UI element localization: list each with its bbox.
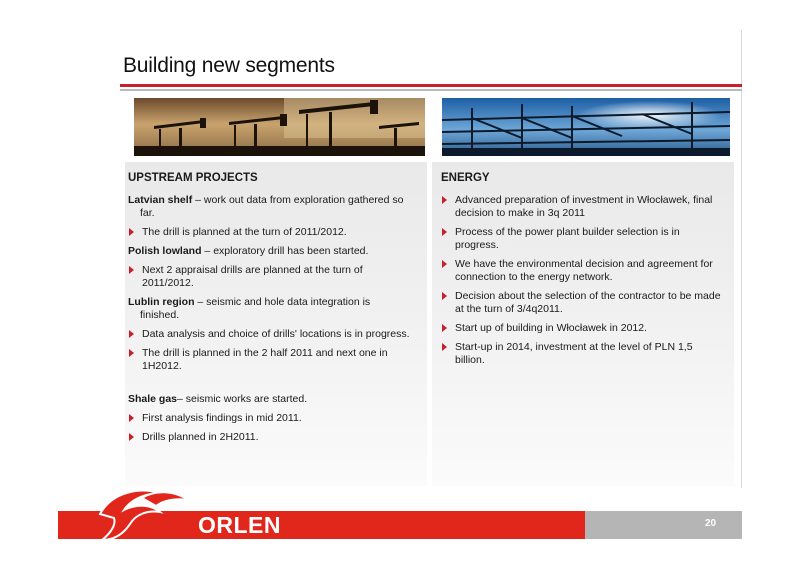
bullet-text: Drills planned in 2H2011.	[142, 431, 259, 443]
bullet-item	[441, 290, 721, 316]
triangle-bullet-icon	[442, 196, 447, 204]
triangle-bullet-icon	[442, 324, 447, 332]
right-margin-rule	[741, 30, 742, 488]
bullet-text: The drill is planned at the turn of 2011/2012.	[142, 226, 347, 238]
topic-lead: Shale gas	[128, 393, 178, 405]
energy-content	[441, 172, 721, 373]
upstream-heading: UPSTREAM PROJECTS	[128, 172, 258, 184]
topic-text: – work out data from exploration gathered so far.	[140, 194, 404, 219]
bullet-text: Advanced preparation of investment in Włocławek, final decision to make in 3q 2011	[455, 194, 713, 219]
bullet-item	[441, 341, 721, 367]
page-title: Building new segments	[123, 54, 335, 77]
triangle-bullet-icon	[129, 414, 134, 422]
topic-lead: Latvian shelf	[128, 194, 193, 206]
energy-list	[441, 194, 721, 367]
page-number: 20	[705, 518, 717, 529]
triangle-bullet-icon	[442, 228, 447, 236]
bullet-item	[441, 258, 721, 284]
bullet-text: First analysis findings in mid 2011.	[142, 412, 302, 424]
bullet-text: Start up of building in Włocławek in 2012.	[455, 322, 648, 334]
triangle-bullet-icon	[442, 292, 447, 300]
upstream-list	[128, 194, 412, 444]
topic-text: – exploratory drill has been started.	[201, 245, 369, 257]
triangle-bullet-icon	[129, 266, 134, 274]
power-substation-photo	[442, 98, 730, 156]
bullet-text: Data analysis and choice of drills' locations is in progress.	[142, 328, 410, 340]
bullet-item	[441, 322, 721, 335]
upstream-content	[128, 172, 412, 450]
topic-lead: Polish lowland	[128, 245, 202, 257]
bullet-item	[128, 412, 412, 425]
bullet-item	[441, 226, 721, 252]
bullet-item	[128, 264, 412, 290]
topic-text: – seismic and hole data integration is finished.	[140, 296, 371, 321]
energy-heading: ENERGY	[441, 172, 490, 184]
title-rule-gray	[120, 89, 742, 91]
orlen-brand-logo: ORLEN	[198, 512, 281, 538]
triangle-bullet-icon	[129, 330, 134, 338]
bullet-item	[128, 226, 412, 239]
oil-pumpjacks-photo	[134, 98, 425, 156]
topic-lead: Lublin region	[128, 296, 195, 308]
triangle-bullet-icon	[129, 228, 134, 236]
bullet-text: The drill is planned in the 2 half 2011 and next one in 1H2012.	[142, 347, 388, 372]
bullet-item	[441, 194, 721, 220]
bullet-text: Decision about the selection of the contractor to be made at the turn of 3/4q2011.	[455, 290, 721, 315]
bullet-item	[128, 431, 412, 444]
bullet-text: Process of the power plant builder selection is in progress.	[455, 226, 680, 251]
triangle-bullet-icon	[442, 343, 447, 351]
topic-text: – seismic works are started.	[177, 393, 308, 405]
bullet-text: We have the environmental decision and agreement for connection to the energy network.	[455, 258, 713, 283]
topic-paragraph	[128, 296, 412, 322]
section-spacer	[128, 379, 412, 393]
topic-paragraph	[128, 245, 412, 258]
triangle-bullet-icon	[442, 260, 447, 268]
bullet-item	[128, 347, 412, 373]
topic-paragraph	[128, 393, 412, 406]
bullet-item	[128, 328, 412, 341]
title-rule-red	[120, 84, 742, 87]
bullet-text: Next 2 appraisal drills are planned at the turn of 2011/2012.	[142, 264, 363, 289]
bullet-text: Start-up in 2014, investment at the level of PLN 1,5 billion.	[455, 341, 693, 366]
triangle-bullet-icon	[129, 433, 134, 441]
orlen-eagle-logo-icon	[92, 484, 202, 542]
triangle-bullet-icon	[129, 349, 134, 357]
topic-paragraph	[128, 194, 412, 220]
